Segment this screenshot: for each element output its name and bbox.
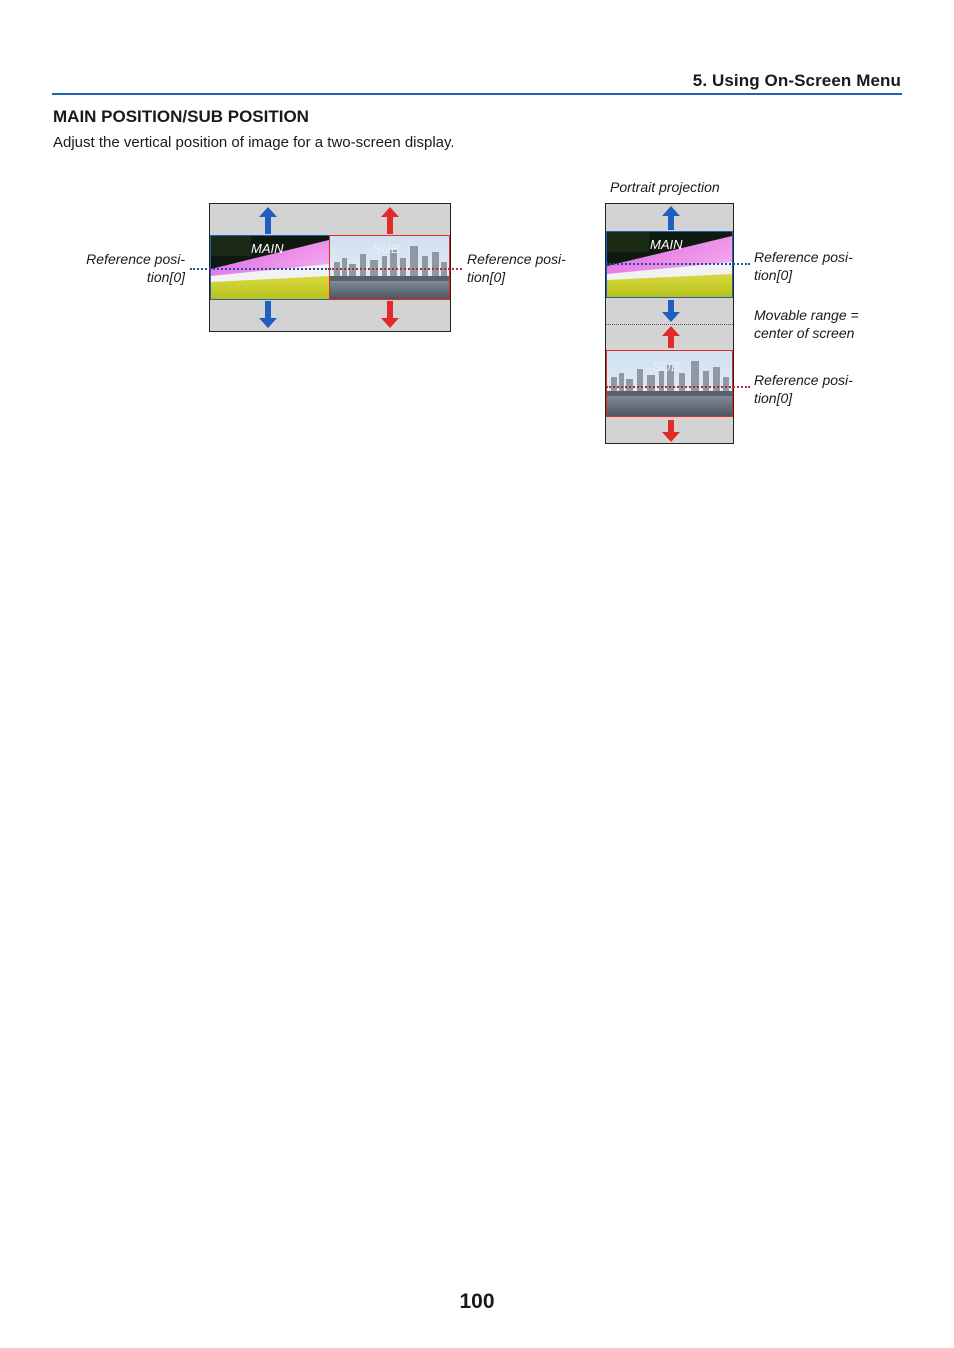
main-arrow-up-icon bbox=[662, 206, 680, 230]
sub-arrow-down-icon bbox=[662, 420, 680, 442]
sub-reference-line bbox=[329, 268, 462, 270]
header-rule bbox=[52, 93, 902, 95]
reference-label-bottom: Reference posi- tion[0] bbox=[754, 372, 853, 406]
reference-label-left: Reference posi- tion[0] bbox=[86, 251, 185, 285]
sub-reference-line bbox=[606, 386, 750, 388]
reference-label-top: Reference posi- tion[0] bbox=[754, 249, 853, 283]
sub-arrow-down-icon bbox=[381, 301, 399, 328]
main-reference-line bbox=[190, 268, 330, 270]
page-number: 100 bbox=[459, 1290, 495, 1313]
movable-range-label: Movable range = center of screen bbox=[754, 307, 859, 341]
main-reference-line bbox=[606, 263, 750, 265]
sub-tag: SUB bbox=[653, 359, 680, 374]
description-text: Adjust the vertical position of image for a two-screen display. bbox=[53, 134, 455, 151]
center-line bbox=[606, 324, 733, 325]
section-header: 5. Using On-Screen Menu bbox=[692, 71, 901, 90]
main-arrow-down-icon bbox=[259, 301, 277, 328]
sub-tag: SUB bbox=[373, 241, 400, 256]
main-arrow-down-icon bbox=[662, 300, 680, 322]
page-title: MAIN POSITION/SUB POSITION bbox=[53, 107, 309, 126]
main-tag: MAIN bbox=[650, 237, 683, 252]
sub-arrow-up-icon bbox=[662, 326, 680, 348]
reference-label-right: Reference posi- tion[0] bbox=[467, 251, 566, 285]
main-arrow-up-icon bbox=[259, 207, 277, 234]
sub-arrow-up-icon bbox=[381, 207, 399, 234]
main-tag: MAIN bbox=[251, 241, 284, 256]
portrait-heading: Portrait projection bbox=[610, 179, 720, 195]
